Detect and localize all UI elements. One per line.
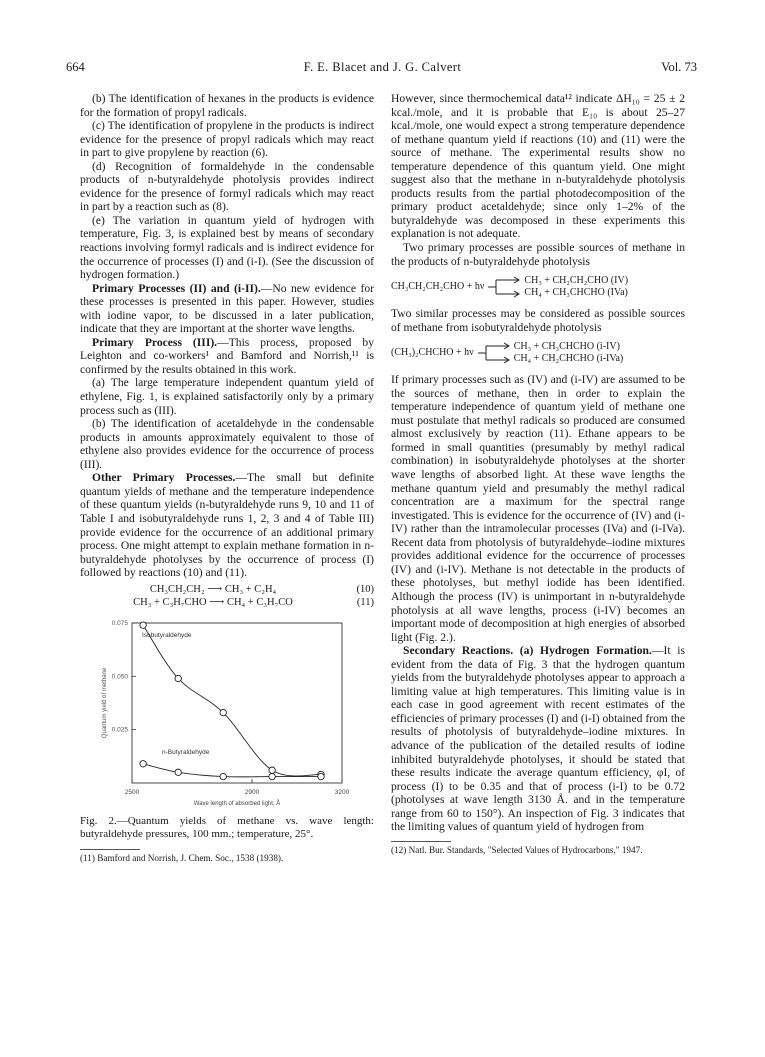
series-label: n-Butyraldehyde xyxy=(162,748,210,756)
reactants: CH₃CH₂CH₂CHO + hν xyxy=(391,281,485,293)
section-paragraph xyxy=(80,471,374,579)
running-authors: F. E. Blacet and J. G. Calvert xyxy=(303,60,462,74)
data-point xyxy=(175,769,181,775)
page-number: 664 xyxy=(66,60,85,74)
data-point xyxy=(220,773,226,779)
equation-number: (11) xyxy=(356,596,374,608)
footnote-12: (12) Natl. Bur. Standards, "Selected Values of Hydrocarbons," 1947. xyxy=(391,844,643,855)
section-paragraph xyxy=(80,336,374,377)
paragraph-text: —No new evidence for these processes is presented in this paper. However, studies with iodine vapor, to be discussed in a later publication, indicate that they are important at the shorter wave lengths. xyxy=(80,281,374,336)
data-point xyxy=(269,767,275,773)
section-heading: Secondary Reactions. xyxy=(403,644,514,658)
branch-arrow-icon xyxy=(487,274,521,300)
equation-10 xyxy=(80,583,374,596)
product-line: CH₄ + CH₃CHCHO (IVa) xyxy=(524,287,628,299)
y-tick-label: 0.050 xyxy=(111,673,128,681)
equation-11 xyxy=(80,596,374,609)
x-tick-label: 2500 xyxy=(124,788,140,796)
data-point xyxy=(140,760,146,766)
y-tick-label: 0.025 xyxy=(111,726,128,734)
y-axis-label: Quantum yield of methane xyxy=(102,667,108,738)
products xyxy=(524,275,628,299)
left-column xyxy=(80,92,374,864)
data-point xyxy=(140,622,146,628)
data-point xyxy=(175,675,181,681)
paragraph: Two similar processes may be considered as possible sources of methane from isobutyraldehyde photolysis xyxy=(391,307,685,334)
paragraph: (c) The identification of propylene in the products is indirect evidence for the presence of propyl radicals which may react in part to give propylene by reaction (6). xyxy=(80,119,374,160)
product-line: CH₃ + CH₃CHCHO (i-IV) xyxy=(513,341,620,353)
reactants: (CH₃)₂CHCHO + hν xyxy=(391,347,474,359)
section-heading: Other Primary Processes. xyxy=(92,471,236,485)
section-heading: Primary Process (III). xyxy=(92,335,218,349)
products xyxy=(514,341,624,365)
equation-text: CH₃CH₂CH₂ ⟶ CH₃ + C₂H₄ xyxy=(149,583,277,595)
paragraph-text: —This process, proposed by Leighton and co-workers¹ and Bamford and Norrish,¹¹ is confirmed by the results obtained in this work. xyxy=(80,335,374,376)
x-axis-label: Wave length of absorbed light, Å xyxy=(193,800,281,807)
plot-frame xyxy=(132,623,342,783)
data-point xyxy=(220,709,226,715)
methane-quantum-yield-chart xyxy=(80,615,374,815)
series-line xyxy=(143,763,321,776)
paragraph-text: —It is evident from the data of Fig. 3 that the hydrogen quantum yields from the butyraldehyde photolyses appear to approach a limiting value at high temperatures. This limiting value is in each case in good agreement with recent estimates of the efficiencies of primary processes (I) and (i-I) obtained from the results of photolysis of butyraldehyde–iodine mixtures. In advance of the publication of the detailed results of iodine inhibited butyraldehyde photolyses, it should be stated that these results indicate the average quantum efficiency, φI, of process (I) to be 0.35 and that of process (i-I) to be 0.72 (photolyses at wave length 3130 Å. and in the temperature range from 60 to 150°). An inspection of Fig. 3 indicates that the limiting values of quantum yield of hydrogen from xyxy=(391,644,685,834)
product-line: CH₃ + CH₂CH₂CHO (IV) xyxy=(524,275,629,287)
data-point xyxy=(269,773,275,779)
branch-arrow-icon xyxy=(477,340,511,366)
section-paragraph xyxy=(391,644,685,834)
y-tick-label: 0.075 xyxy=(111,619,128,627)
series-label: Isobutyraldehyde xyxy=(142,631,192,639)
equation-number: (10) xyxy=(356,583,374,595)
paragraph: (b) The identification of hexanes in the products is evidence for the formation of propyl radicals. xyxy=(80,92,374,119)
figure-caption: Fig. 2.—Quantum yields of methane vs. wave length: butyraldehyde pressures, 100 mm.; temperature, 25°. xyxy=(80,814,374,841)
paragraph: If primary processes such as (IV) and (i-IV) are assumed to be the sources of methane, then in order to explain the temperature independence of quantum yield of methane one must postulate that methyl radicals so produced are consumed almost exclusively by reaction (11). Ethane appears to be formed in small quantities (presumably by methyl radical combination) in isobutyraldehyde photolyses at the shorter wave lengths of absorbed light. At these wave lengths the methane quantum yield and presumably the methyl radical concentration are a maximum for the spectral range investigated. This is evidence for the occurrence of (IV) and (i-IV) rather than the intramolecular processes (IVa) and (i-IVa). Recent data from photolysis of butyraldehyde–iodine mixtures provides additional evidence for the occurrence of processes (IV) and (i-IV). Methane is not detectable in the products of these photolyses, but methyl iodide has been identified. Although the process (IV) is unimportant in n-butyraldehyde photolysis at all wave lengths, process (i-IV) becomes an important mode of decomposition at high energies of absorbed light (Fig. 2.). xyxy=(391,373,685,644)
running-header xyxy=(0,60,765,76)
subsection-heading: (a) Hydrogen Formation. xyxy=(513,644,652,658)
equation-block xyxy=(80,583,374,609)
paragraph: (a) The large temperature independent quantum yield of ethylene, Fig. 1, is explained satisfactorily only by a primary process such as (III). xyxy=(80,376,374,417)
right-column xyxy=(391,92,685,856)
paragraph: However, since thermochemical data¹² indicate ΔH₁₀ = 25 ± 2 kcal./mole, and it is probable that E₁₀ is about 25–27 kcal./mole, one would expect a strong temperature dependence of methane quantum yield if reactions (10) and (11) were the source of methane. The experimental results show no temperature dependence of this quantum yield. One might suggest also that the methane in n-butyraldehyde photolysis products results from the partial photodecomposition of the primary product acetaldehyde; since only 1–2% of the butyraldehyde was decomposed in these experiments this explanation is not adequate. xyxy=(391,92,685,241)
paragraph: (b) The identification of acetaldehyde in the condensable products in amounts approximately equivalent to those of ethylene also provides evidence for the occurrence of process (III). xyxy=(80,417,374,471)
section-heading: Primary Processes (II) and (i-II). xyxy=(92,281,261,295)
equation-text: CH₃ + C₃H₇CHO ⟶ CH₄ + C₃H₇CO xyxy=(133,596,293,608)
x-tick-label: 3200 xyxy=(334,788,350,796)
paragraph: (d) Recognition of formaldehyde in the condensable products of n-butyraldehyde photolysis provides indirect evidence for the presence of formyl radicals which may react in part by a reaction such as (8). xyxy=(80,159,374,214)
paragraph-text: —The small but definite quantum yields of methane and the temperature independence of these quantum yields (n-butyraldehyde runs 9, 10 and 11 of Table I and isobutyraldehyde runs 1, 2, 3 and 4 of Table III) provide evidence for the occurrence of an additional primary process. One might attempt to explain methane formation in n-butyraldehyde photolyses by the occurrence of process (I) followed by reactions (10) and (11). xyxy=(80,471,375,580)
product-line: CH₄ + CH₂CHCHO (i-IVa) xyxy=(513,353,624,365)
reaction-scheme-n-butyraldehyde xyxy=(391,274,685,300)
data-point xyxy=(318,773,324,779)
paragraph: Two primary processes are possible sources of methane in the products of n-butyraldehyde photolysis xyxy=(391,241,685,268)
x-tick-label: 2900 xyxy=(244,788,260,796)
reaction-scheme-isobutyraldehyde xyxy=(391,340,685,366)
paragraph: (e) The variation in quantum yield of hydrogen with temperature, Fig. 3, is explained best by means of secondary reactions involving formyl radicals and is indirect evidence for the occurrence of processes (I) and (i-I). (See the discussion of hydrogen formation.) xyxy=(80,213,374,282)
footnote-11: (11) Bamford and Norrish, J. Chem. Soc., 1538 (1938). xyxy=(80,852,284,863)
figure-2 xyxy=(80,615,374,815)
volume-label: Vol. 73 xyxy=(661,60,697,74)
section-paragraph xyxy=(80,282,374,336)
